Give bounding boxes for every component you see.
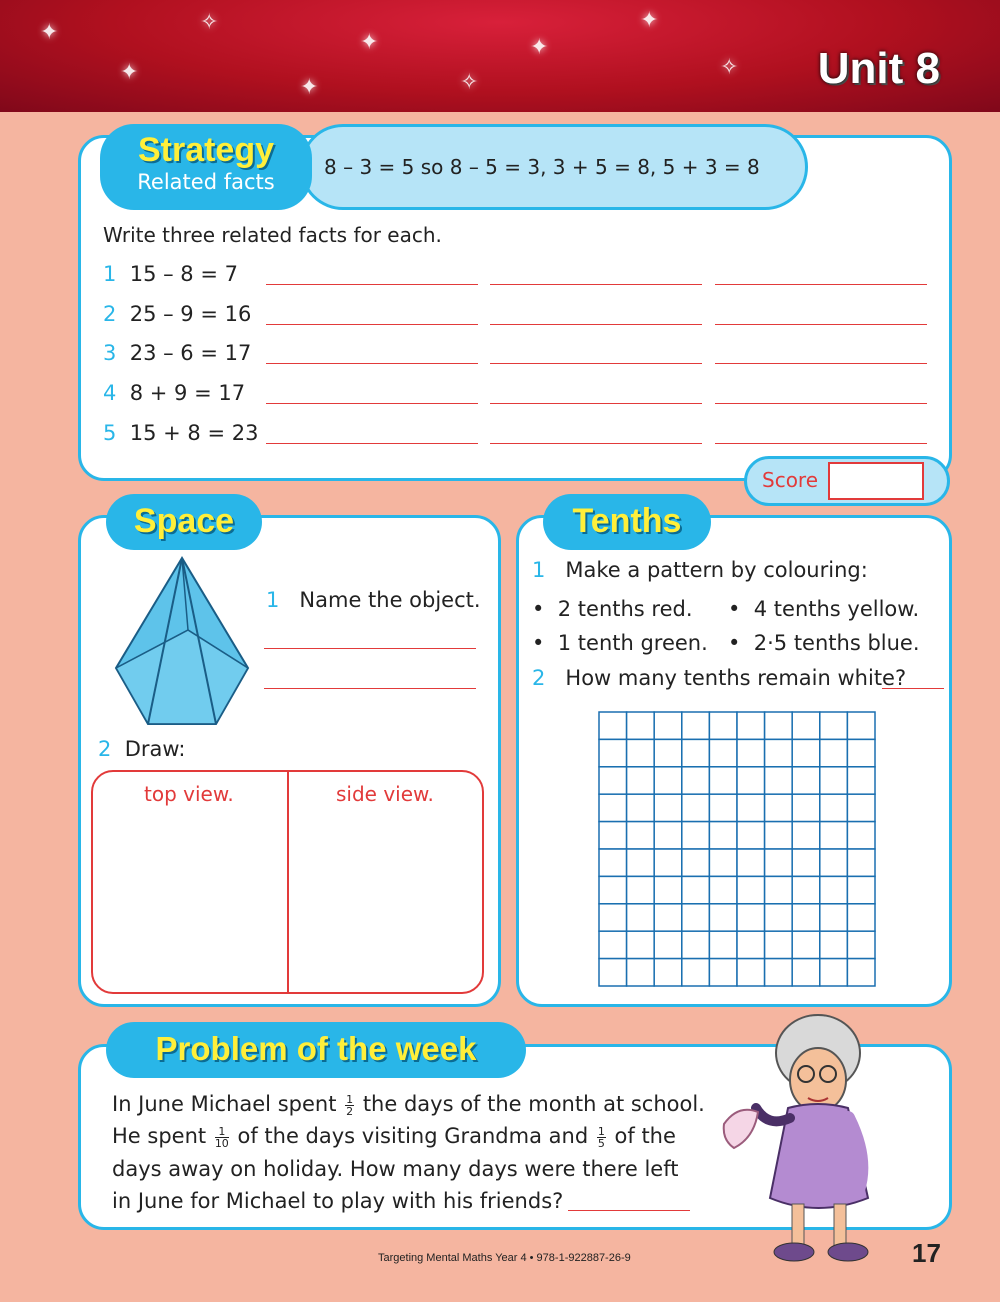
tenths-q1-number: 1	[532, 558, 546, 582]
grid-cell[interactable]	[654, 931, 682, 958]
fraction-one-tenth: $\frac{1}{10}$	[214, 1124, 229, 1150]
grid-cell[interactable]	[737, 959, 765, 986]
grid-cell[interactable]	[820, 712, 848, 739]
grid-cell[interactable]	[847, 904, 875, 931]
tenths-grid[interactable]	[598, 711, 876, 987]
tenths-q2-text: How many tenths remain white?	[565, 666, 907, 690]
grid-cell[interactable]	[627, 876, 655, 903]
grid-cell[interactable]	[847, 767, 875, 794]
grid-cell[interactable]	[820, 959, 848, 986]
strategy-example: 8 – 3 = 5 so 8 – 5 = 3, 3 + 5 = 8, 5 + 3 = 8	[324, 155, 760, 179]
grid-cell[interactable]	[654, 849, 682, 876]
side-view-label: side view.	[336, 782, 434, 806]
sparkle-icon: ✧	[460, 70, 479, 95]
problem-line-4: in June for Michael to play with his friends?	[112, 1189, 564, 1213]
bullet-item: • 4 tenths yellow.	[728, 597, 920, 621]
grid-cell[interactable]	[599, 904, 627, 931]
grid-cell[interactable]	[737, 822, 765, 849]
bullet-item: • 2 tenths red.	[532, 597, 693, 621]
strategy-heading	[100, 124, 312, 210]
grid-cell[interactable]	[792, 739, 820, 766]
space-answer-line-1[interactable]	[264, 648, 476, 649]
grid-cell[interactable]	[820, 739, 848, 766]
problem-title: Problem of the week	[106, 1022, 526, 1078]
pentagonal-pyramid-image	[112, 556, 252, 728]
strategy-question-row	[103, 421, 258, 445]
question-text: 15 + 8 = 23	[129, 421, 259, 445]
tenths-q1	[532, 558, 868, 582]
grid-cell[interactable]	[654, 712, 682, 739]
grid-cell[interactable]	[599, 794, 627, 821]
tenths-q1-text: Make a pattern by colouring:	[565, 558, 868, 582]
grid-cell[interactable]	[682, 822, 710, 849]
grid-cell[interactable]	[820, 931, 848, 958]
grid-cell[interactable]	[847, 739, 875, 766]
problem-line-2: He spent $\frac{1}{10}$ of the days visiting Grandma and $\frac{1}{5}$ of the	[112, 1124, 676, 1150]
unit-title: Unit 8	[817, 44, 940, 93]
space-q1	[266, 588, 481, 612]
grid-cell[interactable]	[682, 931, 710, 958]
grid-cell[interactable]	[737, 739, 765, 766]
answer-line[interactable]	[715, 284, 927, 285]
answer-line[interactable]	[266, 284, 478, 285]
question-number: 2	[103, 302, 117, 326]
grid-cell[interactable]	[709, 904, 737, 931]
grid-cell[interactable]	[847, 849, 875, 876]
grid-cell[interactable]	[737, 876, 765, 903]
grid-cell[interactable]	[737, 904, 765, 931]
strategy-title: Strategy	[137, 131, 275, 169]
answer-line[interactable]	[490, 324, 702, 325]
grid-cell[interactable]	[709, 822, 737, 849]
grid-cell[interactable]	[847, 931, 875, 958]
grid-cell[interactable]	[599, 876, 627, 903]
strategy-question-row	[103, 381, 245, 405]
grid-cell[interactable]	[627, 959, 655, 986]
grid-cell[interactable]	[820, 794, 848, 821]
grid-cell[interactable]	[765, 794, 793, 821]
grid-cell[interactable]	[820, 822, 848, 849]
grid-cell[interactable]	[792, 959, 820, 986]
grid-cell[interactable]	[709, 712, 737, 739]
grid-cell[interactable]	[765, 959, 793, 986]
grid-cell[interactable]	[792, 767, 820, 794]
grid-cell[interactable]	[792, 904, 820, 931]
grid-cell[interactable]	[599, 959, 627, 986]
grid-cell[interactable]	[709, 876, 737, 903]
grid-cell[interactable]	[820, 767, 848, 794]
sparkle-icon: ✧	[200, 10, 219, 35]
answer-line[interactable]	[266, 443, 478, 444]
space-q2-text: Draw:	[124, 737, 186, 761]
draw-divider	[287, 770, 289, 992]
question-number: 3	[103, 341, 117, 365]
answer-line[interactable]	[266, 403, 478, 404]
grid-cell[interactable]	[599, 849, 627, 876]
answer-line[interactable]	[266, 363, 478, 364]
grid-cell[interactable]	[847, 876, 875, 903]
answer-line[interactable]	[490, 284, 702, 285]
problem-line-3: days away on holiday. How many days were there left	[112, 1157, 679, 1181]
grid-cell[interactable]	[792, 712, 820, 739]
grid-cell[interactable]	[709, 959, 737, 986]
grid-cell[interactable]	[654, 767, 682, 794]
question-number: 5	[103, 421, 117, 445]
grid-cell[interactable]	[820, 876, 848, 903]
strategy-subtitle: Related facts	[137, 170, 275, 194]
grid-cell[interactable]	[765, 904, 793, 931]
side-view-drawing-area[interactable]	[294, 812, 478, 988]
problem-line-1: In June Michael spent $\frac{1}{2}$ the days of the month at school.	[112, 1092, 705, 1118]
grid-cell[interactable]	[654, 794, 682, 821]
grid-cell[interactable]	[682, 794, 710, 821]
question-text: 8 + 9 = 17	[129, 381, 246, 405]
strategy-question-row	[103, 302, 251, 326]
answer-line[interactable]	[715, 363, 927, 364]
question-text: 15 – 8 = 7	[129, 262, 238, 286]
grid-cell[interactable]	[627, 794, 655, 821]
strategy-question-row	[103, 262, 238, 286]
grid-cell[interactable]	[765, 876, 793, 903]
grid-cell[interactable]	[627, 904, 655, 931]
grid-cell[interactable]	[792, 876, 820, 903]
grid-cell[interactable]	[737, 931, 765, 958]
footer-book-info: Targeting Mental Maths Year 4 • 978-1-922887-26-9	[378, 1252, 631, 1264]
grid-cell[interactable]	[682, 959, 710, 986]
answer-line[interactable]	[490, 403, 702, 404]
answer-line[interactable]	[490, 443, 702, 444]
space-answer-line-2[interactable]	[264, 688, 476, 689]
grid-cell[interactable]	[820, 849, 848, 876]
space-q1-number: 1	[266, 588, 280, 612]
grid-cell[interactable]	[682, 849, 710, 876]
space-q2-number: 2	[98, 737, 112, 761]
grid-cell[interactable]	[709, 931, 737, 958]
grid-cell[interactable]	[792, 794, 820, 821]
tenths-answer-line[interactable]	[882, 688, 944, 689]
space-title: Space	[106, 494, 262, 550]
tenths-q2	[532, 666, 906, 690]
grid-cell[interactable]	[765, 822, 793, 849]
grid-cell[interactable]	[709, 739, 737, 766]
grid-cell[interactable]	[765, 739, 793, 766]
grid-cell[interactable]	[765, 712, 793, 739]
grid-cell[interactable]	[682, 876, 710, 903]
grid-cell[interactable]	[627, 849, 655, 876]
grid-cell[interactable]	[847, 712, 875, 739]
sparkle-icon: ✦	[300, 75, 319, 100]
header-banner	[0, 0, 1000, 112]
grid-cell[interactable]	[847, 794, 875, 821]
question-text: 25 – 9 = 16	[129, 302, 252, 326]
grid-cell[interactable]	[709, 767, 737, 794]
strategy-question-row	[103, 341, 251, 365]
grid-cell[interactable]	[820, 904, 848, 931]
grid-cell[interactable]	[599, 712, 627, 739]
grid-cell[interactable]	[792, 931, 820, 958]
grid-cell[interactable]	[737, 849, 765, 876]
score-label: Score	[762, 468, 819, 492]
grid-cell[interactable]	[599, 822, 627, 849]
fraction-one-half: $\frac{1}{2}$	[346, 1092, 354, 1118]
grid-cell[interactable]	[654, 904, 682, 931]
grid-cell[interactable]	[765, 931, 793, 958]
grid-cell[interactable]	[765, 767, 793, 794]
grid-cell[interactable]	[709, 794, 737, 821]
score-input[interactable]	[828, 462, 924, 500]
fraction-one-fifth: $\frac{1}{5}$	[597, 1124, 605, 1150]
grid-cell[interactable]	[599, 931, 627, 958]
grid-cell[interactable]	[627, 767, 655, 794]
tenths-title: Tenths	[543, 494, 711, 550]
question-number: 1	[103, 262, 117, 286]
sparkle-icon: ✦	[40, 20, 59, 45]
grid-cell[interactable]	[792, 822, 820, 849]
answer-line[interactable]	[490, 363, 702, 364]
grid-cell[interactable]	[654, 876, 682, 903]
grid-cell[interactable]	[627, 931, 655, 958]
grid-cell[interactable]	[847, 959, 875, 986]
grid-cell[interactable]	[709, 849, 737, 876]
bullet-item: • 1 tenth green.	[532, 631, 708, 655]
answer-line[interactable]	[715, 324, 927, 325]
sparkle-icon: ✦	[360, 30, 379, 55]
answer-line[interactable]	[715, 443, 927, 444]
page-number: 17	[912, 1238, 941, 1268]
grid-cell[interactable]	[627, 822, 655, 849]
sparkle-icon: ✦	[640, 8, 659, 33]
grid-cell[interactable]	[765, 849, 793, 876]
grid-cell[interactable]	[682, 712, 710, 739]
grid-cell[interactable]	[682, 767, 710, 794]
grid-cell[interactable]	[737, 794, 765, 821]
space-q1-text: Name the object.	[299, 588, 481, 612]
space-q2	[98, 737, 186, 761]
grid-cell[interactable]	[654, 739, 682, 766]
grid-cell[interactable]	[599, 767, 627, 794]
grid-cell[interactable]	[682, 739, 710, 766]
grid-cell[interactable]	[627, 712, 655, 739]
tenths-q2-number: 2	[532, 666, 546, 690]
question-number: 4	[103, 381, 117, 405]
grid-cell[interactable]	[682, 904, 710, 931]
grid-cell[interactable]	[792, 849, 820, 876]
sparkle-icon: ✦	[120, 60, 139, 85]
strategy-instruction: Write three related facts for each.	[103, 223, 442, 247]
top-view-label: top view.	[144, 782, 234, 806]
question-text: 23 – 6 = 17	[129, 341, 252, 365]
grid-cell[interactable]	[847, 822, 875, 849]
grid-cell[interactable]	[654, 959, 682, 986]
top-view-drawing-area[interactable]	[96, 812, 282, 988]
sparkle-icon: ✦	[530, 35, 549, 60]
grid-cell[interactable]	[654, 822, 682, 849]
grid-cell[interactable]	[599, 739, 627, 766]
sparkle-icon: ✧	[720, 55, 739, 80]
grandma-illustration	[708, 1008, 908, 1270]
grid-cell[interactable]	[737, 712, 765, 739]
answer-line[interactable]	[266, 324, 478, 325]
bullet-item: • 2·5 tenths blue.	[728, 631, 920, 655]
problem-answer-line[interactable]	[568, 1210, 690, 1211]
grid-cell[interactable]	[737, 767, 765, 794]
answer-line[interactable]	[715, 403, 927, 404]
grid-cell[interactable]	[627, 739, 655, 766]
